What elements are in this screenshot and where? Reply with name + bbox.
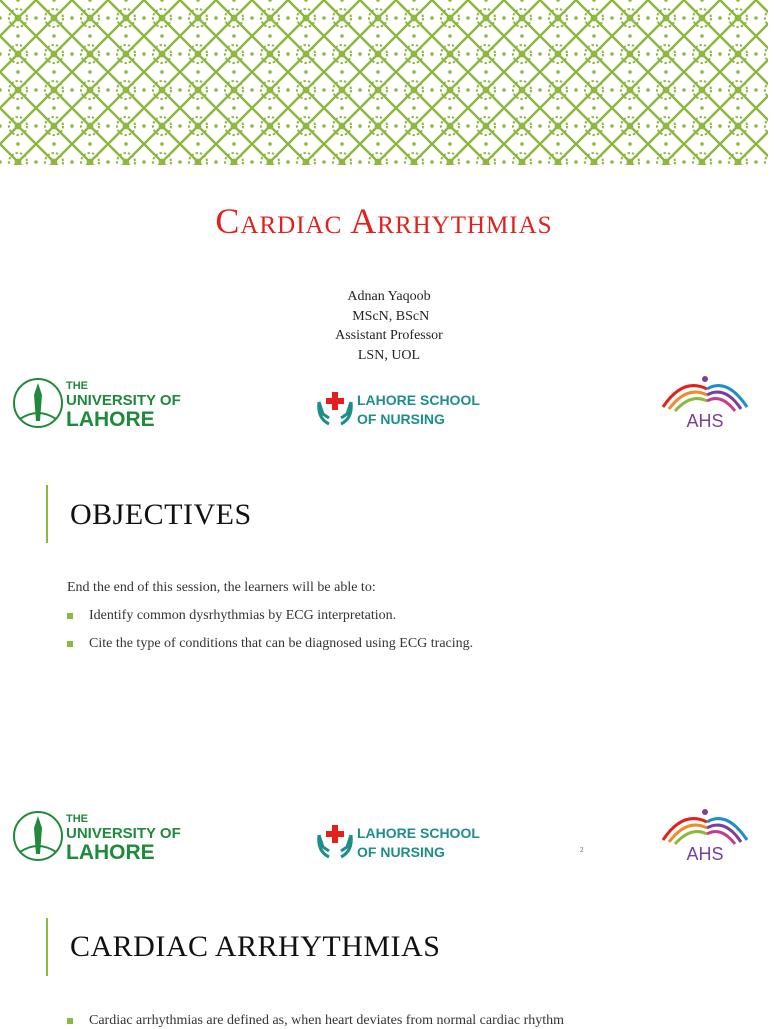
accent-bar <box>46 485 48 543</box>
lahore-school-of-nursing-logo <box>315 821 480 861</box>
university-of-lahore-logo <box>12 810 187 862</box>
ahs-text: AHS <box>686 411 724 431</box>
objectives-intro: End the end of this session, the learners will be able to: <box>67 580 376 595</box>
slide-title-text: Cardiac Arrhythmias <box>215 201 553 241</box>
author-position: Assistant Professor <box>335 328 443 343</box>
slide-cardiac-arrhythmias <box>0 880 768 1028</box>
cardiac-heading: CARDIAC ARRHYTHMIAS <box>70 930 441 963</box>
bullet-text: Identify common dysrhythmias by ECG interpretation. <box>89 608 397 623</box>
lsn-line1: LAHORE SCHOOL <box>357 825 480 841</box>
accent-bar <box>46 918 48 976</box>
slide-objectives <box>0 450 768 880</box>
author-name: Adnan Yaqoob <box>347 289 431 304</box>
bullet-text: Cite the type of conditions that can be diagnosed using ECG tracing. <box>89 636 474 651</box>
lsn-line2: OF NURSING <box>357 844 445 860</box>
definition-bullet <box>67 1013 564 1029</box>
page-number: 2 <box>580 846 584 854</box>
uol-line2: UNIVERSITY OF <box>66 392 181 409</box>
bullet-text: Cardiac arrhythmias are defined as, when heart deviates from normal cardiac rhythm <box>89 1013 565 1028</box>
objective-bullet <box>67 608 396 624</box>
uol-line3: LAHORE <box>66 408 155 431</box>
university-of-lahore-logo <box>12 377 187 429</box>
ahs-text: AHS <box>686 844 724 864</box>
uol-line1: THE <box>66 380 88 392</box>
lahore-school-of-nursing-logo <box>315 388 480 428</box>
author-affiliation: LSN, UOL <box>357 347 421 363</box>
bullet-marker <box>67 1018 73 1024</box>
lsn-line1: LAHORE SCHOOL <box>357 392 480 408</box>
decorative-pattern <box>0 0 768 165</box>
ahs-logo <box>655 373 755 429</box>
uol-line3: LAHORE <box>66 841 155 864</box>
author-block <box>0 287 778 365</box>
bullet-marker <box>67 641 73 647</box>
lsn-line2: OF NURSING <box>357 411 445 427</box>
uol-line2: UNIVERSITY OF <box>66 825 181 842</box>
objectives-heading: OBJECTIVES <box>70 498 252 531</box>
uol-line1: THE <box>66 813 88 825</box>
objective-bullet <box>67 636 473 652</box>
author-degree: MScN, BScN <box>348 308 430 324</box>
slide-title <box>0 0 768 450</box>
ahs-logo <box>655 806 755 862</box>
bullet-marker <box>67 613 73 619</box>
